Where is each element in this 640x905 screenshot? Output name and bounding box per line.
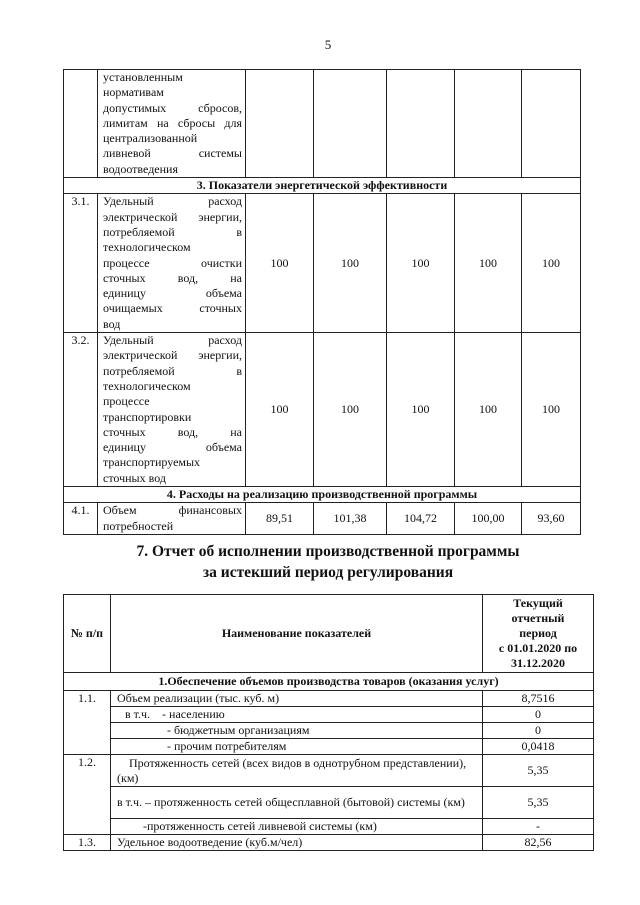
section-7-title-line-1: 7. Отчет об исполнении производственной программы — [136, 543, 520, 560]
value-cell: 100 — [246, 333, 314, 487]
row-name: Удельное водоотведение (куб.м/чел) — [111, 835, 483, 851]
row-number: 3.1. — [64, 194, 98, 333]
row-description: установленным нормативам допустимых сбросов, лимитам на сбросы для централизованной ливневой системы водоотведения — [98, 70, 246, 178]
row-name: - бюджетным организациям — [111, 723, 483, 739]
row-number — [64, 787, 111, 819]
section-header-row — [64, 178, 581, 194]
row-number: 4.1. — [64, 503, 98, 535]
table-row — [64, 723, 594, 739]
row-description: Удельный расход электрической энергии, потребляемой в технологическом процессе очистки сточных вод, на единицу объема очищаемых сточных вод — [98, 194, 246, 333]
row-number: 1.3. — [64, 835, 111, 851]
row-value: 0,0418 — [483, 739, 594, 755]
row-number — [64, 707, 111, 723]
table-row — [64, 691, 594, 707]
header-period: Текущий отчетный период с 01.01.2020 по 31.12.2020 — [483, 595, 594, 673]
table-row — [64, 70, 581, 178]
value-cell — [455, 70, 522, 178]
row-value: 5,35 — [483, 787, 594, 819]
value-cell — [387, 70, 455, 178]
value-cell: 104,72 — [387, 503, 455, 535]
table-row — [64, 787, 594, 819]
header-number: № п/п — [64, 595, 111, 673]
value-cell: 100 — [522, 333, 581, 487]
row-number — [64, 70, 98, 178]
header-name: Наименование показателей — [111, 595, 483, 673]
table-row — [64, 739, 594, 755]
value-cell: 101,38 — [314, 503, 387, 535]
table-row — [64, 194, 581, 333]
value-cell: 93,60 — [522, 503, 581, 535]
value-cell — [522, 70, 581, 178]
row-value: 82,56 — [483, 835, 594, 851]
row-description: Удельный расход электрической энергии, потребляемой в технологическом процессе транспортировки сточных вод, на единицу объема транспортируемых сточных вод — [98, 333, 246, 487]
value-cell: 100 — [387, 194, 455, 333]
row-name: в т.ч. – протяженность сетей общесплавной (бытовой) системы (км) — [111, 787, 483, 819]
row-number: 1.2. — [64, 755, 111, 787]
row-number — [64, 739, 111, 755]
section-1-title: 1.Обеспечение объемов производства товаров (оказания услуг) — [64, 673, 594, 691]
value-cell: 89,51 — [246, 503, 314, 535]
row-description: Объем финансовых потребностей — [98, 503, 246, 535]
row-value: - — [483, 819, 594, 835]
section-7-title-line-2: за истекший период регулирования — [202, 564, 454, 581]
table-row — [64, 819, 594, 835]
row-name: Протяженность сетей (всех видов в однотрубном представлении), (км) — [111, 755, 483, 787]
row-number — [64, 819, 111, 835]
table-header-row — [64, 595, 594, 673]
value-cell: 100 — [387, 333, 455, 487]
row-value: 0 — [483, 707, 594, 723]
value-cell — [246, 70, 314, 178]
table-row — [64, 755, 594, 787]
value-cell: 100,00 — [455, 503, 522, 535]
value-cell: 100 — [522, 194, 581, 333]
row-name: -протяженность сетей ливневой системы (км) — [111, 819, 483, 835]
value-cell — [314, 70, 387, 178]
value-cell: 100 — [314, 194, 387, 333]
row-name: Объем реализации (тыс. куб. м) — [111, 691, 483, 707]
page-number: 5 — [324, 37, 332, 52]
table-row — [64, 835, 594, 851]
row-value: 0 — [483, 723, 594, 739]
section-4-title: 4. Расходы на реализацию производственной программы — [64, 487, 581, 503]
section-header-row — [64, 487, 581, 503]
row-number — [64, 723, 111, 739]
indicators-table — [63, 69, 581, 535]
value-cell: 100 — [455, 333, 522, 487]
row-name: в т.ч. - населению — [111, 707, 483, 723]
row-number: 1.1. — [64, 691, 111, 707]
value-cell: 100 — [246, 194, 314, 333]
row-number: 3.2. — [64, 333, 98, 487]
table-row — [64, 333, 581, 487]
value-cell: 100 — [314, 333, 387, 487]
value-cell: 100 — [455, 194, 522, 333]
section-header-row — [64, 673, 594, 691]
row-name: - прочим потребителям — [111, 739, 483, 755]
table-row — [64, 503, 581, 535]
row-value: 5,35 — [483, 755, 594, 787]
section-3-title: 3. Показатели энергетической эффективности — [64, 178, 581, 194]
section-7-heading — [0, 541, 640, 583]
report-table — [63, 594, 594, 851]
table-row — [64, 707, 594, 723]
row-value: 8,7516 — [483, 691, 594, 707]
